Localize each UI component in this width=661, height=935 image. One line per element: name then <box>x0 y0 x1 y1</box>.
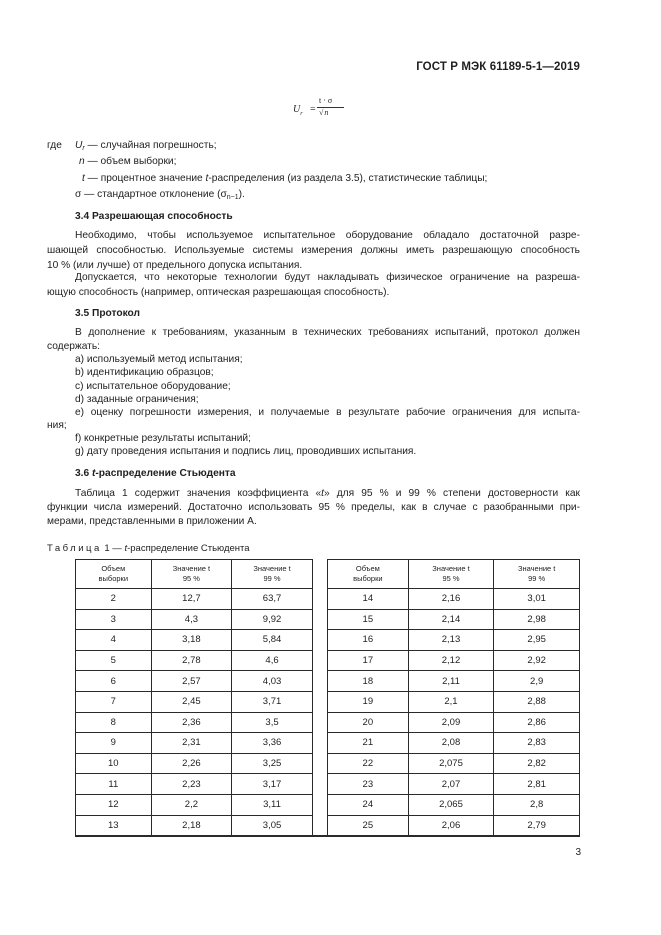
section-3-6-title: 3.6 t-распределение Стьюдента <box>75 468 236 479</box>
table-row <box>76 774 580 795</box>
table-cell: 3,11 <box>232 794 313 815</box>
table-cell: 2,11 <box>408 671 494 692</box>
table-cell: 2,12 <box>408 650 494 671</box>
table-cell: 2,95 <box>494 630 580 651</box>
table-row <box>76 794 580 815</box>
table-cell: 2,1 <box>408 691 494 712</box>
table-cell: 2,16 <box>408 589 494 610</box>
s35-item: e) оценку погрешности измерения, и получаемые в результате рабочие ограничения для испыта- <box>75 407 580 418</box>
table-cell: 3,05 <box>232 815 313 836</box>
table-cell: 9 <box>76 733 152 754</box>
table-cell: 13 <box>76 815 152 836</box>
table-cell: 3,18 <box>151 630 232 651</box>
table-cell: 2,9 <box>494 671 580 692</box>
table-cell: 3,17 <box>232 774 313 795</box>
header-t-95: Значение t 95 % <box>151 560 232 589</box>
s36-p1-line3: мерами, представленными в приложении А. <box>47 516 257 527</box>
s36-p1-line1: Таблица 1 содержит значения коэффициента «t» для 95 % и 99 % степени достоверности как <box>75 488 581 499</box>
header-sample-size: Объем выборки <box>328 560 409 589</box>
where-line-2: n — объем выборки; <box>79 156 177 167</box>
s35-item: d) заданные ограничения; <box>75 394 199 405</box>
formula-equals: = <box>310 104 316 115</box>
table-cell: 20 <box>328 712 409 733</box>
table-header-row <box>76 560 580 589</box>
table-cell: 2,08 <box>408 733 494 754</box>
s35-item: а) используемый метод испытания; <box>75 354 243 365</box>
table-cell: 4,03 <box>232 671 313 692</box>
table-cell: 22 <box>328 753 409 774</box>
s35-p1-line2: содержать: <box>47 341 100 352</box>
table-cell: 3,71 <box>232 691 313 712</box>
table-cell: 2,065 <box>408 794 494 815</box>
table-cell: 2,78 <box>151 650 232 671</box>
formula-numerator: t · σ <box>319 96 333 105</box>
table-row <box>76 691 580 712</box>
table-caption: Таблица 1 — t-распределение Стьюдента <box>47 543 250 554</box>
table-cell: 12,7 <box>151 589 232 610</box>
s35-item: c) испытательное оборудование; <box>75 381 231 392</box>
table-cell: 9,92 <box>232 609 313 630</box>
s35-item: b) идентификацию образцов; <box>75 367 214 378</box>
table-row <box>76 753 580 774</box>
table-cell: 5,84 <box>232 630 313 651</box>
formula <box>290 96 360 128</box>
formula-lhs: $U_r$ <box>293 104 303 117</box>
table-cell: 2 <box>76 589 152 610</box>
s34-p1-line1: Необходимо, чтобы используемое испытательное оборудование обладало достаточной разре- <box>75 230 580 241</box>
table-row <box>76 733 580 754</box>
table-cell: 2,79 <box>494 815 580 836</box>
table-row <box>76 650 580 671</box>
s34-p1-line2: шающей способностью. Используемые системы измерения должны иметь разрешающую способность <box>47 245 580 256</box>
table-cell: 2,075 <box>408 753 494 774</box>
header-t-99: Значение t 99 % <box>232 560 313 589</box>
table-cell: 2,2 <box>151 794 232 815</box>
table-cell: 2,36 <box>151 712 232 733</box>
table-cell: 24 <box>328 794 409 815</box>
table-cell: 2,07 <box>408 774 494 795</box>
formula-denominator: √n <box>319 108 329 117</box>
header-t-99: Значение t 99 % <box>494 560 580 589</box>
table-cell: 2,98 <box>494 609 580 630</box>
table-cell: 2,88 <box>494 691 580 712</box>
where-line-4: σ — стандартное отклонение $(\sigma_{n-1})$. <box>75 189 245 201</box>
table-cell: 2,45 <box>151 691 232 712</box>
table-cell: 2,06 <box>408 815 494 836</box>
table-cell: 4 <box>76 630 152 651</box>
table-cell: 16 <box>328 630 409 651</box>
page-number: 3 <box>575 847 581 858</box>
table-cell: 18 <box>328 671 409 692</box>
table-cell: 2,92 <box>494 650 580 671</box>
s34-p2-line2: ющую способность (например, оптическая разрешающая способность). <box>47 287 390 298</box>
table-cell: 3,25 <box>232 753 313 774</box>
table-cell: 4,3 <box>151 609 232 630</box>
header-sample-size: Объем выборки <box>76 560 152 589</box>
table-cell: 7 <box>76 691 152 712</box>
s35-item-cont: ния; <box>47 420 67 431</box>
table-cell: 25 <box>328 815 409 836</box>
header-t-95: Значение t 95 % <box>408 560 494 589</box>
table-cell: 2,83 <box>494 733 580 754</box>
table-row <box>76 630 580 651</box>
table-cell: 2,31 <box>151 733 232 754</box>
table-row <box>76 712 580 733</box>
table-cell: 3,36 <box>232 733 313 754</box>
s34-p2-line1: Допускается, что некоторые технологии будут накладывать физическое ограничение на разреша- <box>75 272 580 283</box>
table-cell: 2,26 <box>151 753 232 774</box>
table-cell: 3,5 <box>232 712 313 733</box>
table-cell: 11 <box>76 774 152 795</box>
table-cell: 21 <box>328 733 409 754</box>
table-cell: 2,13 <box>408 630 494 651</box>
table-row <box>76 589 580 610</box>
table-cell: 3 <box>76 609 152 630</box>
section-3-5-title: 3.5 Протокол <box>75 308 140 319</box>
page-header: ГОСТ Р МЭК 61189-5-1—2019 <box>416 61 580 73</box>
table-cell: 12 <box>76 794 152 815</box>
table-cell: 2,86 <box>494 712 580 733</box>
table-row <box>76 815 580 836</box>
s35-item: g) дату проведения испытания и подпись лиц, проводивших испытания. <box>75 446 417 457</box>
section-3-4-title: 3.4 Разрешающая способность <box>75 211 233 222</box>
table-cell: 63,7 <box>232 589 313 610</box>
s35-p1-line1: В дополнение к требованиям, указанным в технических требованиях испытаний, протокол должен <box>75 327 580 338</box>
table-cell: 10 <box>76 753 152 774</box>
table-cell: 8 <box>76 712 152 733</box>
table-cell: 4,6 <box>232 650 313 671</box>
s36-p1-line2: функции числа измерений. Достаточно использовать 95 % пределы, как в случае с разобранными при- <box>47 502 580 513</box>
table-cell: 2,14 <box>408 609 494 630</box>
table-cell: 2,57 <box>151 671 232 692</box>
table-cell: 2,8 <box>494 794 580 815</box>
where-word: где <box>47 140 62 151</box>
table-cell: 19 <box>328 691 409 712</box>
table-cell: 2,18 <box>151 815 232 836</box>
table-cell: 2,81 <box>494 774 580 795</box>
t-distribution-table <box>75 559 580 837</box>
s35-item: f) конкретные результаты испытаний; <box>75 433 251 444</box>
table-row <box>76 609 580 630</box>
table-cell: 5 <box>76 650 152 671</box>
table-cell: 2,23 <box>151 774 232 795</box>
s34-p1-line3: 10 % (или лучше) от предельного допуска испытания. <box>47 260 303 271</box>
table-cell: 2,82 <box>494 753 580 774</box>
table-cell: 14 <box>328 589 409 610</box>
table-cell: 15 <box>328 609 409 630</box>
table-cell: 6 <box>76 671 152 692</box>
where-line-3: t — процентное значение t-распределения (из раздела 3.5), статистические таблицы; <box>82 173 488 184</box>
table-cell: 2,09 <box>408 712 494 733</box>
table-row <box>76 671 580 692</box>
table-cell: 17 <box>328 650 409 671</box>
table-cell: 23 <box>328 774 409 795</box>
table-cell: 3,01 <box>494 589 580 610</box>
where-line-1: $U_r$ — случайная погрешность; <box>75 140 217 152</box>
